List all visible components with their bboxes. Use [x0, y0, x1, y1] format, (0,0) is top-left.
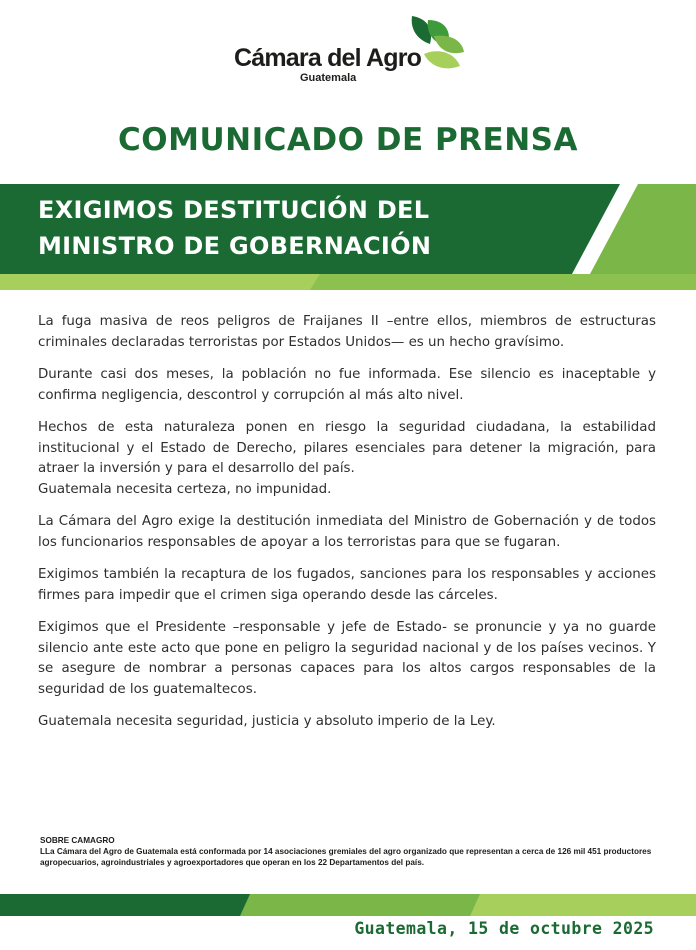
camagro-logo: [234, 14, 470, 84]
paragraph-2: Durante casi dos meses, la población no fue informada. Ese silencio es inaceptable y confirma negligencia, descontrol y corrupción al más alto nivel.: [38, 367, 656, 403]
publication-date: Guatemala, 15 de octubre 2025: [354, 919, 654, 938]
headline-banner: [0, 184, 696, 290]
paragraph-3-text: Hechos de esta naturaleza ponen en riesgo la seguridad ciudadana, la estabilidad institucional y el Estado de Derecho, pilares esenciales para detener la migración, para atraer la inversión y para el desarrollo del país.: [38, 420, 656, 476]
paragraph-1: La fuga masiva de reos peligros de Fraijanes II –entre ellos, miembros de estructuras criminales declaradas terroristas por Estados Unidos— es un hecho gravísimo.: [38, 314, 656, 350]
paragraph-3-closing: Guatemala necesita certeza, no impunidad.: [38, 481, 332, 497]
headline-line-2: MINISTRO DE GOBERNACIÓN: [38, 232, 432, 260]
logo-subtitle: Guatemala: [300, 72, 357, 84]
paragraph-6: Exigimos que el Presidente –responsable y jefe de Estado- se pronuncie y ya no guarde silencio ante este acto que pone en peligro la seguridad nacional y de los países vecinos. Y se asegure de nombrar a personas capaces para los altos cargos responsables de la seguridad de los guatemaltecos.: [38, 620, 656, 697]
headline-line-1: EXIGIMOS DESTITUCIÓN DEL: [38, 196, 430, 224]
paragraph-4: La Cámara del Agro exige la destitución inmediata del Ministro de Gobernación y de todos los funcionarios responsables de apoyar a los terroristas para que se fugaran.: [38, 514, 656, 550]
paragraph-7: Guatemala necesita seguridad, justicia y absoluto imperio de la Ley.: [38, 714, 496, 729]
about-heading: SOBRE CAMAGRO: [40, 836, 115, 845]
paragraph-3: [38, 418, 656, 500]
about-text: LLa Cámara del Agro de Guatemala está conformada por 14 asociaciones gremiales del agro organizado que representan a cerca de 126 mil 451 productores agropecuarios, agroindustriales y agroexportadores que operan en los 22 Departamentos del país.: [40, 847, 652, 867]
footer-stripes: [0, 894, 696, 916]
press-release-title: COMUNICADO DE PRENSA: [118, 122, 578, 158]
about-section: [40, 835, 666, 868]
paragraph-5: Exigimos también la recaptura de los fugados, sanciones para los responsables y acciones firmes para impedir que el crimen siga operando desde las cárceles.: [38, 567, 656, 603]
press-release-body: [38, 312, 656, 745]
logo-name: Cámara del Agro: [234, 44, 422, 72]
